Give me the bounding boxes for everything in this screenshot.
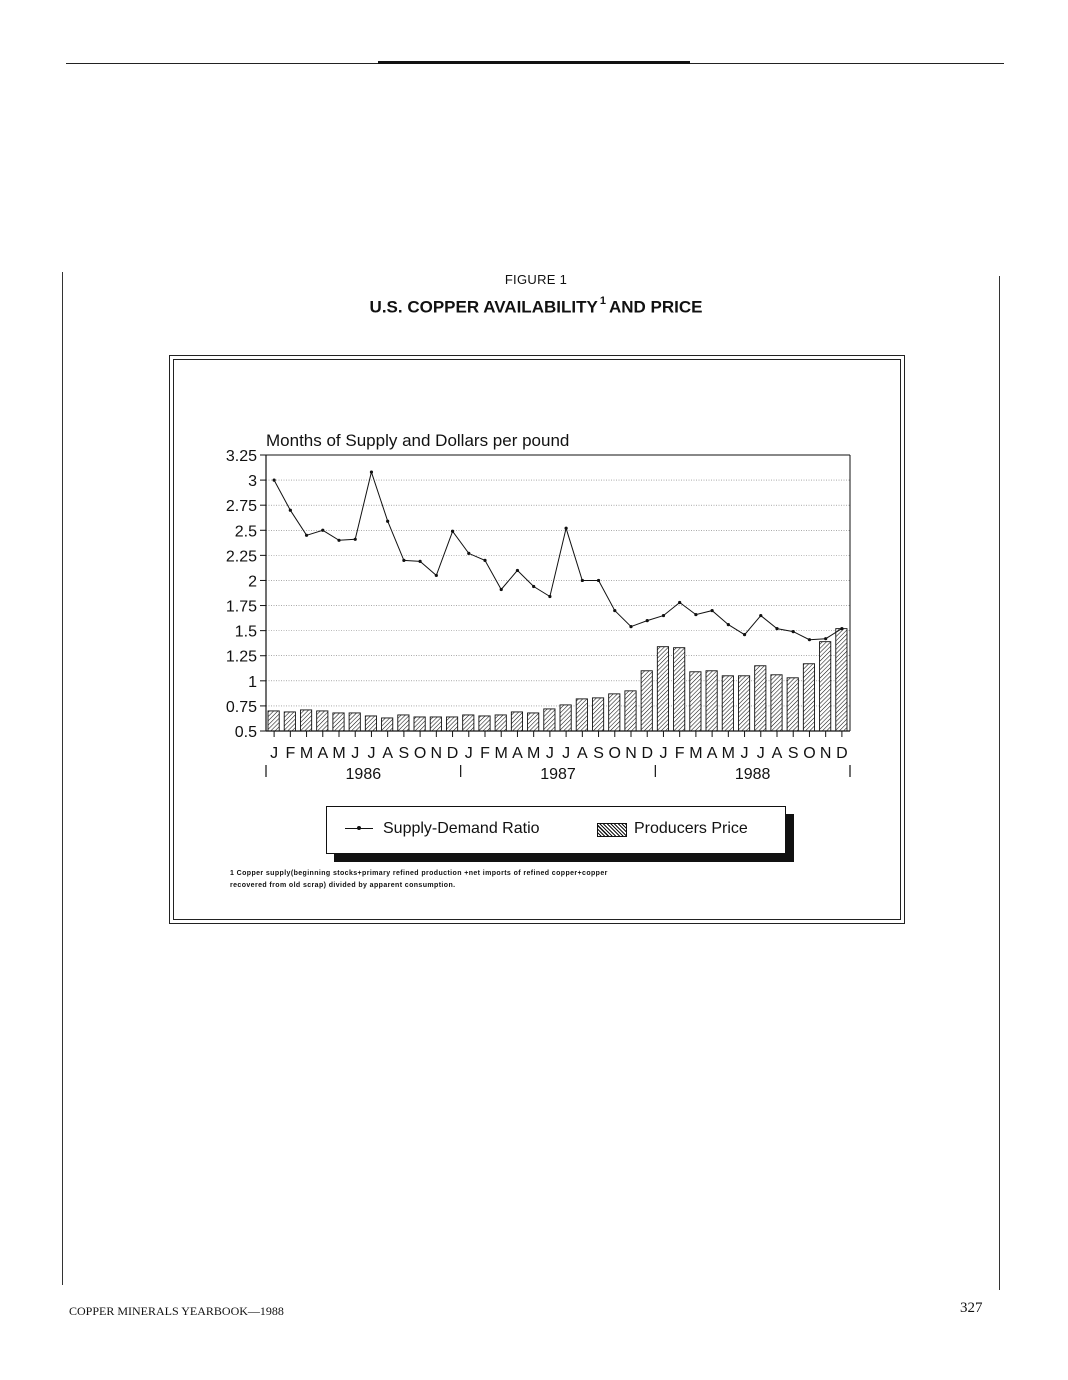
y-axis-label: Months of Supply and Dollars per pound [266, 431, 570, 450]
x-tick-label: J [351, 745, 360, 762]
y-tick-label: 3 [248, 473, 257, 491]
ratio-point [321, 529, 324, 532]
price-bar [300, 710, 311, 731]
figure-label: FIGURE 1 [504, 272, 568, 287]
ratio-point [354, 538, 357, 541]
price-bar [365, 716, 376, 731]
price-bar [446, 717, 457, 731]
price-bar [609, 694, 620, 731]
price-bar [690, 672, 701, 731]
ratio-point [775, 627, 778, 630]
x-tick-label: A [706, 745, 718, 762]
y-tick-label: 1.5 [234, 623, 257, 641]
y-tick-label: 2.25 [225, 548, 257, 566]
price-bar [317, 711, 328, 731]
legend-label-price: Producers Price [634, 820, 748, 837]
x-tick-label: S [593, 745, 604, 762]
price-bar [414, 717, 425, 731]
ratio-point [840, 627, 843, 630]
ratio-point [289, 509, 292, 512]
x-tick-label: M [332, 745, 346, 762]
ratio-point [808, 638, 811, 641]
ratio-point [337, 539, 340, 542]
figure-title-main: U.S. COPPER AVAILABILITY [369, 297, 598, 317]
x-tick-label: F [480, 745, 490, 762]
price-bar [836, 629, 847, 731]
x-tick-label: A [382, 745, 394, 762]
x-tick-label: M [527, 745, 541, 762]
x-tick-label: O [413, 745, 427, 762]
price-bar [349, 713, 360, 731]
x-tick-label: F [674, 745, 685, 762]
ratio-point [305, 534, 308, 537]
price-bar [787, 678, 798, 731]
ratio-point [419, 560, 422, 563]
price-bar [625, 691, 636, 731]
price-bar [544, 709, 555, 731]
price-bar [755, 666, 766, 731]
x-tick-label: A [576, 745, 588, 762]
legend-hatch-swatch [597, 823, 627, 837]
price-bar [463, 715, 474, 731]
price-bar [674, 648, 685, 731]
x-tick-label: J [464, 745, 473, 762]
x-tick-label: J [740, 745, 749, 762]
ratio-point [678, 601, 681, 604]
ratio-point [662, 614, 665, 617]
ratio-point [581, 579, 584, 582]
ratio-point [824, 637, 827, 640]
x-tick-label: S [787, 745, 799, 762]
price-bar [803, 664, 814, 731]
x-tick-label: N [625, 745, 637, 762]
year-label: 1986 [345, 766, 382, 783]
price-bar [657, 647, 668, 731]
price-bar [382, 718, 393, 731]
ratio-point [743, 633, 746, 636]
figure-title-footnote-mark: 1 [599, 295, 606, 307]
price-bar [722, 676, 733, 731]
ratio-point [386, 520, 389, 523]
legend [326, 806, 786, 854]
ratio-point [516, 569, 519, 572]
x-tick-label: D [446, 745, 459, 762]
x-tick-label: S [398, 745, 410, 762]
y-tick-label: 2 [248, 573, 257, 591]
price-bar [771, 675, 782, 731]
x-tick-label: J [545, 745, 554, 762]
price-bar [820, 642, 831, 731]
x-tick-label: J [270, 745, 279, 762]
ratio-point [548, 595, 551, 598]
x-tick-label: M [721, 745, 735, 762]
price-bar [495, 715, 506, 731]
ratio-point [273, 478, 276, 481]
y-tick-label: 0.5 [234, 724, 257, 741]
footer-publication: COPPER MINERALS YEARBOOK—1988 [69, 1304, 284, 1318]
x-tick-label: M [689, 745, 703, 762]
ratio-point [646, 619, 649, 622]
price-bar [268, 711, 279, 731]
price-bar [333, 713, 344, 731]
ratio-point [727, 623, 730, 626]
chart-footnote: 1 Copper supply(beginning stocks+primary refined production +net imports of refined copper+copper recovered from old scrap) divided by apparent consumption. [230, 870, 608, 889]
ratio-point [759, 614, 762, 617]
price-bar [560, 705, 571, 731]
ratio-point [711, 609, 714, 612]
x-tick-label: M [299, 745, 314, 762]
page-number: 327 [960, 1300, 983, 1316]
price-bar [738, 676, 749, 731]
price-bar [430, 717, 441, 731]
ratio-point [613, 609, 616, 612]
x-tick-label: J [562, 745, 571, 762]
price-bar [528, 713, 539, 731]
figure-title-end: AND PRICE [608, 297, 703, 317]
ratio-point [694, 613, 697, 616]
x-tick-label: A [771, 745, 783, 762]
legend-point-marker [357, 826, 361, 830]
ratio-point [370, 470, 373, 473]
price-bar [479, 716, 490, 731]
x-tick-label: N [819, 745, 832, 762]
ratio-point [629, 625, 632, 628]
legend-label-ratio: Supply-Demand Ratio [383, 820, 540, 837]
y-tick-label: 1 [248, 673, 257, 691]
price-bar [511, 712, 522, 731]
price-bar [706, 671, 717, 731]
x-tick-label: O [608, 745, 622, 762]
ratio-point [451, 530, 454, 533]
y-tick-label: 1.25 [225, 648, 257, 666]
ratio-point [402, 559, 405, 562]
price-bar [592, 698, 603, 731]
x-tick-label: O [803, 745, 816, 762]
x-tick-label: J [659, 745, 668, 762]
price-bar [641, 671, 652, 731]
y-tick-label: 2.75 [225, 498, 257, 516]
year-label: 1988 [734, 766, 771, 783]
x-tick-label: J [367, 745, 376, 762]
ratio-line [274, 472, 842, 640]
ratio-point [467, 552, 470, 555]
y-tick-label: 3.25 [225, 448, 257, 465]
x-tick-label: M [494, 745, 508, 762]
y-tick-label: 2.5 [234, 523, 257, 541]
x-tick-label: N [430, 745, 443, 762]
x-tick-label: A [512, 745, 523, 762]
ratio-point [435, 574, 438, 577]
year-label: 1987 [540, 766, 576, 783]
x-tick-label: A [317, 745, 329, 762]
y-tick-label: 0.75 [225, 698, 257, 716]
x-tick-label: F [285, 745, 296, 762]
x-tick-label: D [641, 745, 654, 762]
ratio-point [500, 588, 503, 591]
x-tick-label: D [836, 745, 848, 762]
price-bar [398, 715, 409, 731]
ratio-point [565, 527, 568, 530]
ratio-point [483, 559, 486, 562]
y-tick-label: 1.75 [225, 598, 257, 616]
price-bar [284, 712, 295, 731]
x-tick-label: J [756, 745, 765, 762]
ratio-point [532, 585, 535, 588]
ratio-point [597, 579, 600, 582]
ratio-point [792, 630, 795, 633]
price-bar [576, 699, 587, 731]
